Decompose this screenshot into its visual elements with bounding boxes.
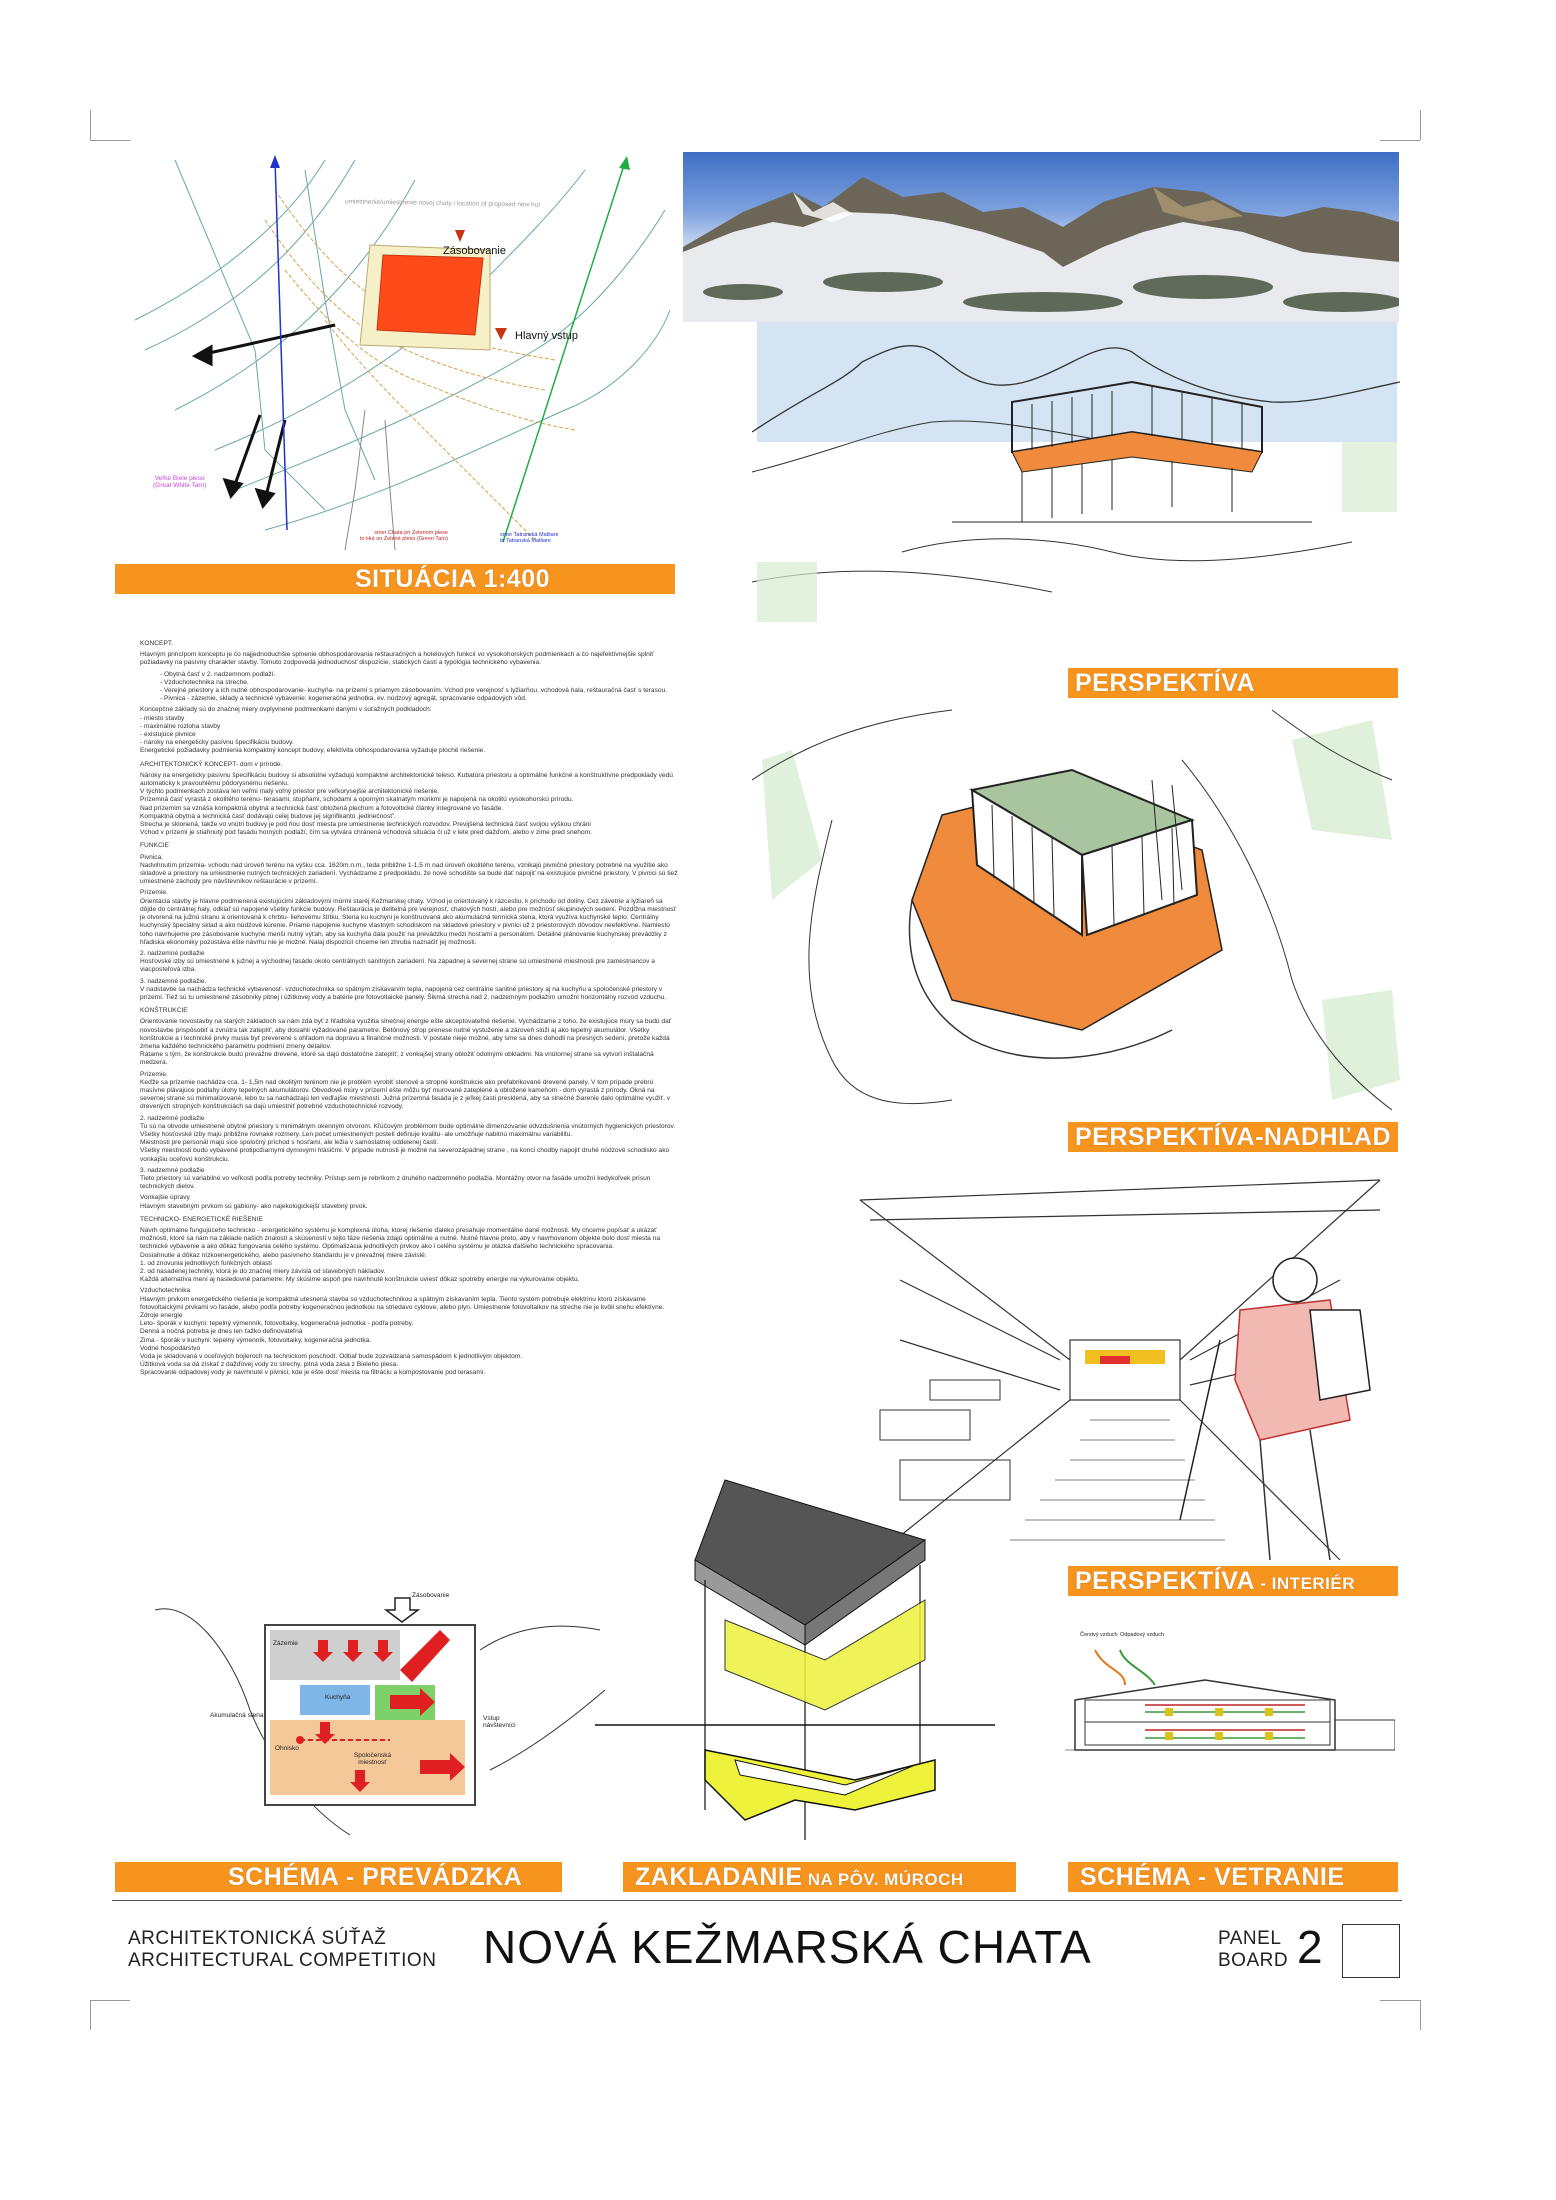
interior-title-main: PERSPEKTÍVA bbox=[1075, 1567, 1256, 1595]
foundation-title-sub: NA PÔV. MÚROCH bbox=[802, 1870, 964, 1889]
plan-kitchen-label: Kuchyňa bbox=[325, 1694, 351, 1701]
north-arrow-blue bbox=[270, 155, 280, 168]
text-heading: KONŠTRUKCIE bbox=[140, 1007, 188, 1015]
text-paragraph: 2. nadzemné podlažie Hosťovské izby sú umiestnené k južnej a východnej fasáde okolo centrálnych sanitných zariadení. Na západnej a severnej strane sú umiestnené miestnosti pre zamestnancov a viacposteľová izba. bbox=[140, 949, 655, 974]
operation-title: SCHÉMA - PREVÁDZKA bbox=[228, 1863, 523, 1891]
text-paragraph: Nároky na energeticky pasívnu špecifikáciu budovy si absolútne vyžadujú kompaktné architektonické teleso. Kubatúra priestoru a optimálne funkčné a konštruktívne predpoklady vedú automaticky k pravouhlému pôdorysnému riešeniu. V týchto podmienkach zostáva len veľmi malý voľný priestor pre veľkorysejšie architektonické riešenie. Prízemná časť vyrastá z okolitého terénu- terasami, stupňami, schodami a oporným skalnatým múrikmi je napojená na okolitú vysokohorskú prírodu. Nad prízemím sa vznáša kompaktná obytná a technická časť obložená plechom a fotovoltické články integrované vo fasáde. Kompaktná obytná a technická časť dodávajú celej budove jej signifikantú ‚jedinečnosť'. Strecha je sklonená, takže vo vnútri budovy je pod ňou dosť miesta pre umiestnenie technických rozvodov. Previjšená technická časť svojou výškou chráni Vchod v prízemí je stiahnutý pod fasádu horných podlaží, čím sa vytvára chránená vchodová situácia či už v lete pred dažďom, alebo v zime pred snehom. bbox=[140, 771, 673, 837]
text-paragraph: Vzduchotechnika Hlavným prvkom energetického riešenia je kompaktná utesnená stavba so vzduchotechnikou a spätným získavaním tepla. Tiento systém potrebuje elektrinu ktorú získavame fotovoltaickými prvkami vo fasáde, alebo podľa potreby kogeneračnou jednotkou na striedavo cyklove, alebo plyn. Umiestnenie fotovoltaikov na streche nie je kvôli snehu efektívne. Zdroje energie Leto- šporák v kuchyni: tepelný výmenník, fotovoltaiky, kogeneračná jednotka - podľa potreby. Denná a nočná potreba je dnes len ťažko definovateľná Zima - šporák v kuchyni: tepelný výmenník, fotovoltaiky, kogeneračná jednotka. Vodné hospodárstvo Voda je skladovaná v oceľových bojleroch na technickom poschodí. Odtiaľ bude zozvádzaná samospádom k jednotlivým objektom. Úžitková voda sa dá získať z dažďovej vody zo strechy, pitná voda zasa z Bieleho plesa. Spracovanie odpadovej vody je navrhnuté v pivnici, kde je ešte dosť miesta na filtráciu a kompostovanie pod terasami. bbox=[140, 1287, 665, 1377]
crop-mark bbox=[90, 2000, 91, 2030]
crop-mark bbox=[1420, 2000, 1421, 2030]
text-paragraph: Prízemie. Keďže sa prízemie nachádza cca. 1- 1,5m nad okolitým terénom nie je problém vyrobiť stenové a stropné konštrukcie ako prefabrikované drevené panely. V tom prípade prebrú masívne plávajúce podlahy úlohy tepelných akumulátorov. Obvodové múry v prízemí ešte môžu byť murované zateplené a obložené kameňom - dom vyrastá z prírody. Okná na severnej strane sú minimalizované, lebo tu sa nachádzajú len vedľajšie miestnosti. Južná prízemná fasáda je z jeľkej časti presklená, aby sa slnečné žiarenie dalo optimálne využiť. v drevených stropných konštrukciách sa dajú umiestniť potrebné vzduchotechnické rozvody. bbox=[140, 1070, 671, 1111]
plan-accumulation-label: Akumulačná stena bbox=[210, 1712, 264, 1719]
foundation-sketch bbox=[595, 1460, 995, 1860]
text-paragraph: Vonkajšie úpravy Hlavným stavebným prvkom sú gabiony- ako najekologickejší stavebný prvok. bbox=[140, 1194, 368, 1210]
competition-en: ARCHITECTURAL COMPETITION bbox=[128, 1950, 437, 1971]
text-heading: ARCHITEKTONICKÝ KONCEPT- dom v prírode. bbox=[140, 760, 283, 768]
plan-entrance-label: Vstup návštevníci bbox=[483, 1715, 516, 1729]
location-label: umiestnenie/umiestnenie novej chaty / location of proposed new hut bbox=[344, 198, 541, 209]
text-heading: FUNKCIE bbox=[140, 842, 169, 850]
arrow-down-icon bbox=[386, 1598, 418, 1622]
board-label: BOARD bbox=[1218, 1950, 1289, 1971]
foundation-title bbox=[635, 1862, 964, 1895]
supply-label: Zásobovanie bbox=[443, 245, 506, 257]
text-paragraph: Návrh optimálne fungujúceho technicko - energetického systému je komplexná úloha, ktorej riešenie ďaleko presahuje momentálne dané možnosti. My chceme popísať a ukázať možnosti, ktoré sa nám na základe našich znalostí a skúseností v tejto fáze riešenia zdajú optimálne a nutné. Nutné hlavne preto, aby v navrhovanom objekte bolo dosť miesta na technické vybavenie a ako dôkaz fungovania celého systému. Optimalizácia jednotlivých prvkov ako i celého systému je otázka ďalšieho technického spracovania. Dosiahnutie a dôkaz nízkoenergetického, alebo pasívneho štandardu je v prevažnej miere závislé: 1. od znovunia jednotlivých funkčných oblastí 2. od nasadenej techniky, ktorá je do značnej miery závislá od stavebných nákladov. Každá alternatíva mení aj nasledovné parametre: My skúsime aspoň pre navrhnuté konštrukcie uviesť dôkaz spotreby energie na vykurovanie objektu. bbox=[140, 1227, 661, 1284]
crop-mark bbox=[90, 2000, 130, 2001]
main-entrance-label: Hlavný vstup bbox=[515, 330, 578, 342]
arrow-icon bbox=[233, 415, 260, 490]
perspective-sketch bbox=[752, 322, 1400, 622]
crop-mark bbox=[1380, 2000, 1420, 2001]
vent-exhaust-label: Odpadový vzduch bbox=[1120, 1632, 1165, 1638]
plan-fireplace-label: Ohnisko bbox=[275, 1745, 299, 1752]
building-footprint bbox=[377, 255, 483, 335]
description-text bbox=[140, 640, 680, 1381]
mountain-panorama-photo bbox=[683, 152, 1399, 322]
operation-scheme bbox=[150, 1590, 610, 1840]
board-checkbox bbox=[1342, 1924, 1400, 1978]
panel-label: PANEL bbox=[1218, 1928, 1282, 1949]
text-paragraph: 2. nadzemné podlažie Tu sú na obvode umiestnené obytné priestory s minimálnym okenným otvorom. Kľúčovým problémom bude optimálne dimenzovanie odvzdušnenia vnútorných hygienických priestorov. Všetky hosťovské izby majú približne rovnaké rozmery. Len počet umiestnených postelí definuje kvalitu- ale umožňuje nabitnú maximálnu variabilitu. Miestnosti pre personál majú sice spoločný príchod s hosťami, ale ležia v samostatnej oddelenej časti. Všetky miestnosti budú vybavené protipožiarnymi dymovými hlásičmi. V prípade nutnosti je možné na severozápadnej strane , na konci chodby napojiť druhé núdzové schodisko ako vonkajšiu oceľovú konštrukciu. bbox=[140, 1114, 676, 1163]
arrow-icon bbox=[200, 325, 335, 355]
text-heading: TECHNICKO- ENERGETICKÉ RIEŠENIE bbox=[140, 1215, 263, 1223]
project-title: NOVÁ KEŽMARSKÁ CHATA bbox=[483, 1921, 1092, 1973]
path-green-label: smer Chata pri Zelenom plese to Hut on Zelené pleso (Green Tarn) bbox=[360, 530, 448, 542]
path-blue-label: smer Tatranská Matliare to Tatranská Matliare bbox=[500, 532, 559, 544]
interior-title-sub: - INTERIÉR bbox=[1255, 1574, 1356, 1593]
north-arrow-green bbox=[619, 156, 630, 170]
plan-common-room-label: Spoločenská miestnosť bbox=[353, 1752, 392, 1766]
text-heading: KONCEPT. bbox=[140, 640, 173, 647]
separator-line bbox=[112, 1900, 1402, 1901]
text-paragraph: Koncepčné základy sú do značnej miery ovplyvnené podmienkami danými v súťažných podkladoch: - miesto stavby - maximálne rozlohа stavby - existujúce pivnice - nároky na energeticky pasívnu špecifikáciu budovy. Energetické požiadavky podmienia kompaktný koncept budovy, efektívita obhospodarovania vyžaduje ploché riešenie. bbox=[140, 706, 486, 755]
crop-mark bbox=[1380, 140, 1420, 141]
plan-supply-label: Zásobovanie bbox=[412, 1592, 450, 1599]
perspective-top-title: PERSPEKTÍVA-NADHĽAD bbox=[1075, 1123, 1391, 1151]
ventilation-scheme bbox=[1065, 1630, 1395, 1780]
site-plan bbox=[115, 150, 675, 560]
text-paragraph: - Obytná časť v 2. nadzemnom podlaží. - Vzduchotechnika na streche. - Verejné priestory a ich nutné obhospodarovanie- kuchyňa- na prízemí s priamym zásobovaním. Vchod pre verejnosť s lyžiarňou, vchodová hala, reštauračná časť s terasou. - Pivnica - zázemie, sklady a technické vybavenie: kogeneračná jednotka, ev. núdzový agregát, spracovanie odpadových vôd. bbox=[160, 670, 668, 703]
text-paragraph: Pivnica. Nadvihnutím prízemia- vchodu nad úroveň terénu na výšku cca. 1620m.n.m., teda približne 1-1,5 m nad úroveň okolitého terénu, vznikajú pivničné priestory potrebné na využitie ako skladové a priestory na umiestnenie nutných technických zariadení. Vychádzame z predpokladu, že nové schodište sa bude dať napojiť na existujúce pivničné priestory. V pivnici sú tiež umiestnené záchody pre návštevníkov reštaurácie v prízemí. bbox=[140, 853, 678, 886]
vent-fresh-label: Čerstvý vzduch bbox=[1080, 1632, 1118, 1638]
lake-label: Veľké Biele pleso (Great White Tarn) bbox=[153, 475, 207, 489]
foundation-title-main: ZAKLADANIE bbox=[635, 1863, 803, 1891]
text-paragraph: 3. nadzemné podlažie Tieto priestory sú variabilné vo veľkosti podľa potreby techniky. Prístup sem je rebríkom z druhého nadzemného podlažia. Montážny otvor na fasáde umožní kedykoľvek prísun technických dielov. bbox=[140, 1166, 651, 1191]
board-number: 2 bbox=[1297, 1921, 1323, 1973]
perspective-top-sketch bbox=[752, 700, 1400, 1120]
crop-mark bbox=[90, 140, 130, 141]
crop-mark bbox=[1420, 110, 1421, 140]
text-paragraph: Prízemie. Orientácia stavby je hlavne podmienená existujúcimi základovými múrmi staréj Kežmarskej chaty. Vchod je orientovaný k rázcestiu, k príchodu od doliny. Cez závetrie a lyžiareň sa dôjde do centrálnej haly, odkiaľ sú napojené všetky funkcie budovy. Reštaurácia je delitelná pre verejnosť, chatových hostí, alebo pre možnosť skupinových sedení. Pozdĺžna miestnosť je otvorená na južnú stranu a orientovaná k chrbtu- liehovému štítku. Stena ku kuchyni je konštruovaná ako akumulačná termická stena, ktorá využíva kuchynské teplo. Centrálny kuchynský špeciálny sklad a ako núdzové kúrenie. Priame napojenie kuchyne vlastným schodiskom na skladové priestory v pivnici už z priestorových dôvodov neefektívne. Namiesto toho navrhujeme pre zásobovanie kuchyne menší nutný výťah, aby sa kuchyňa dala použiť na prevádzku medzi hosťami a personálom. Detailné plánovanie kuchynskej prevádzky z hľadiska ekonomiky pozostáva ešte návrhu nie je možné. Nalaj dispozícií chceme len zhruba naznačiť jej možnosti. bbox=[140, 889, 677, 946]
arrow-icon bbox=[265, 420, 285, 500]
perspective-title: PERSPEKTÍVA bbox=[1075, 669, 1256, 697]
situation-title: SITUÁCIA 1:400 bbox=[355, 565, 551, 593]
site-plan-drawing bbox=[115, 150, 675, 560]
text-paragraph: Hlavným princípom konceptu je čo najjednoduchšie splnenie obhospodarovania reštauračných a hotelových funkcií vo vysokohorských podmienkach a čo najefektívnejšie splniť požiadavky na pasívny charakter stavby. Tomuto zodpovedá jednoduchosť dispozície, statických častí a typológia technického vybavenia. bbox=[140, 651, 654, 667]
text-paragraph: 3. nadzemné podlažie. V nadstavbe sa nachádza technické vybavenosť- vzduchotechnika so spätným získavaním tepla, napojená cez centrálne sanitné priestory aj na kuchyňu a spoločenské priestory v prízemí. Tiež sú tu umiestnené zásobníky pitnej i úžitkovej vody a batérie pre fotovoltaické panely. Šikmá strecha nad 2. nadzemným podlažím umožní horizontálny rozvod vzduchu. bbox=[140, 977, 667, 1001]
ventilation-title: SCHÉMA - VETRANIE bbox=[1080, 1863, 1345, 1891]
plan-backstage-label: Zázemie bbox=[273, 1640, 298, 1647]
interior-title bbox=[1075, 1566, 1355, 1599]
competition-sk: ARCHITEKTONICKÁ SÚŤAŽ bbox=[128, 1928, 387, 1949]
crop-mark bbox=[90, 110, 91, 140]
text-paragraph: Orientovanie novostavby na starých základoch sa nám zdá byť z hľadiska využitia slnečnej energie ešte akceptovateľné riešenie. Vychádzame z toho, že existujúce múry sa budú dať novostavbe prispôsobiť a zvnútra tak zateplíť, aby dosiahli vyžadované parametre. Betónový strop prenese nutné vystuženie a zároveň slúži aj ako tepelný akumulátor. Všetky konštrukcie a i technické prvky musia byť preverené s ohľadom na dopravu a finančné možnosti. V postate nieje možné, aby sme sa dnes dohodli na presných sedení, pretože každá zmena každého technického parametru podmieni zmeny detailov. Rátame s tým, že konštrukcie budú prevažne drevené, ktoré sa dajú dostatočne zateplíť, z vonkajšej strany obložiť odolnými obkladmi. Na vnútornej strane sa vytvorí inštalačná medzera. bbox=[140, 1018, 672, 1067]
